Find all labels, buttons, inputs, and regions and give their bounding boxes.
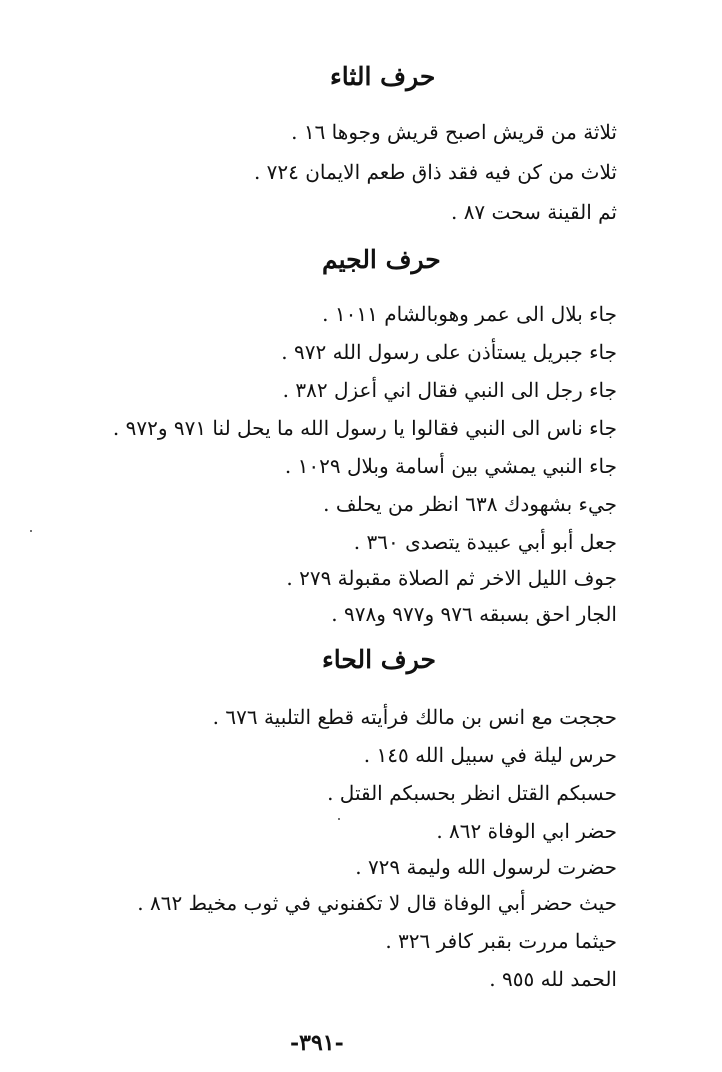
index-entry: ثم القينة سحت ٨٧ . (450, 200, 617, 224)
index-entry: حججت مع انس بن مالك فرأيته قطع التلبية ٦٧٦ . (212, 705, 617, 729)
index-entry: جاء بلال الى عمر وهوبالشام ١٠١١ . (322, 302, 617, 326)
index-entry: حضر ابي الوفاة ٨٦٢ . (436, 819, 617, 843)
index-entry: حرس ليلة في سبيل الله ١٤٥ . (363, 743, 617, 767)
page-number: -٣٩١- (290, 1030, 344, 1056)
section-title-tha: حرف الثاء (330, 62, 436, 91)
scan-speck (338, 818, 340, 820)
index-entry: جاء ناس الى النبي فقالوا يا رسول الله ما يحل لنا ٩٧١ و٩٧٢ . (112, 416, 617, 440)
index-entry: جيء بشهودك ٦٣٨ انظر من يحلف . (323, 492, 617, 516)
index-entry: ثلاث من كن فيه فقد ذاق طعم الايمان ٧٢٤ . (253, 160, 617, 184)
section-title-jim: حرف الجيم (322, 245, 441, 274)
index-entry: جعل أبو أبي عبيدة يتصدى ٣٦٠ . (353, 530, 617, 554)
index-entry: جاء جبريل يستأذن على رسول الله ٩٧٢ . (281, 340, 617, 364)
index-entry: جوف الليل الاخر ثم الصلاة مقبولة ٢٧٩ . (286, 566, 617, 590)
index-entry: الجار احق بسبقه ٩٧٦ و٩٧٧ و٩٧٨ . (331, 602, 617, 626)
index-entry: ثلاثة من قريش اصبح قريش وجوها ١٦ . (291, 120, 617, 144)
index-entry: حيثما مررت بقبر كافر ٣٢٦ . (385, 929, 617, 953)
index-entry: جاء رجل الى النبي فقال اني أعزل ٣٨٢ . (282, 378, 617, 402)
index-entry: حيث حضر أبي الوفاة قال لا تكفنوني في ثوب مخيط ٨٦٢ . (137, 891, 617, 915)
index-entry: حضرت لرسول الله وليمة ٧٢٩ . (355, 855, 617, 879)
index-entry: حسبكم القتل انظر بحسبكم القتل . (327, 781, 617, 805)
scan-speck (30, 530, 32, 532)
index-entry: الحمد لله ٩٥٥ . (489, 967, 617, 991)
index-entry: جاء النبي يمشي بين أسامة وبلال ١٠٢٩ . (284, 454, 617, 478)
section-title-ha: حرف الحاء (322, 645, 436, 674)
